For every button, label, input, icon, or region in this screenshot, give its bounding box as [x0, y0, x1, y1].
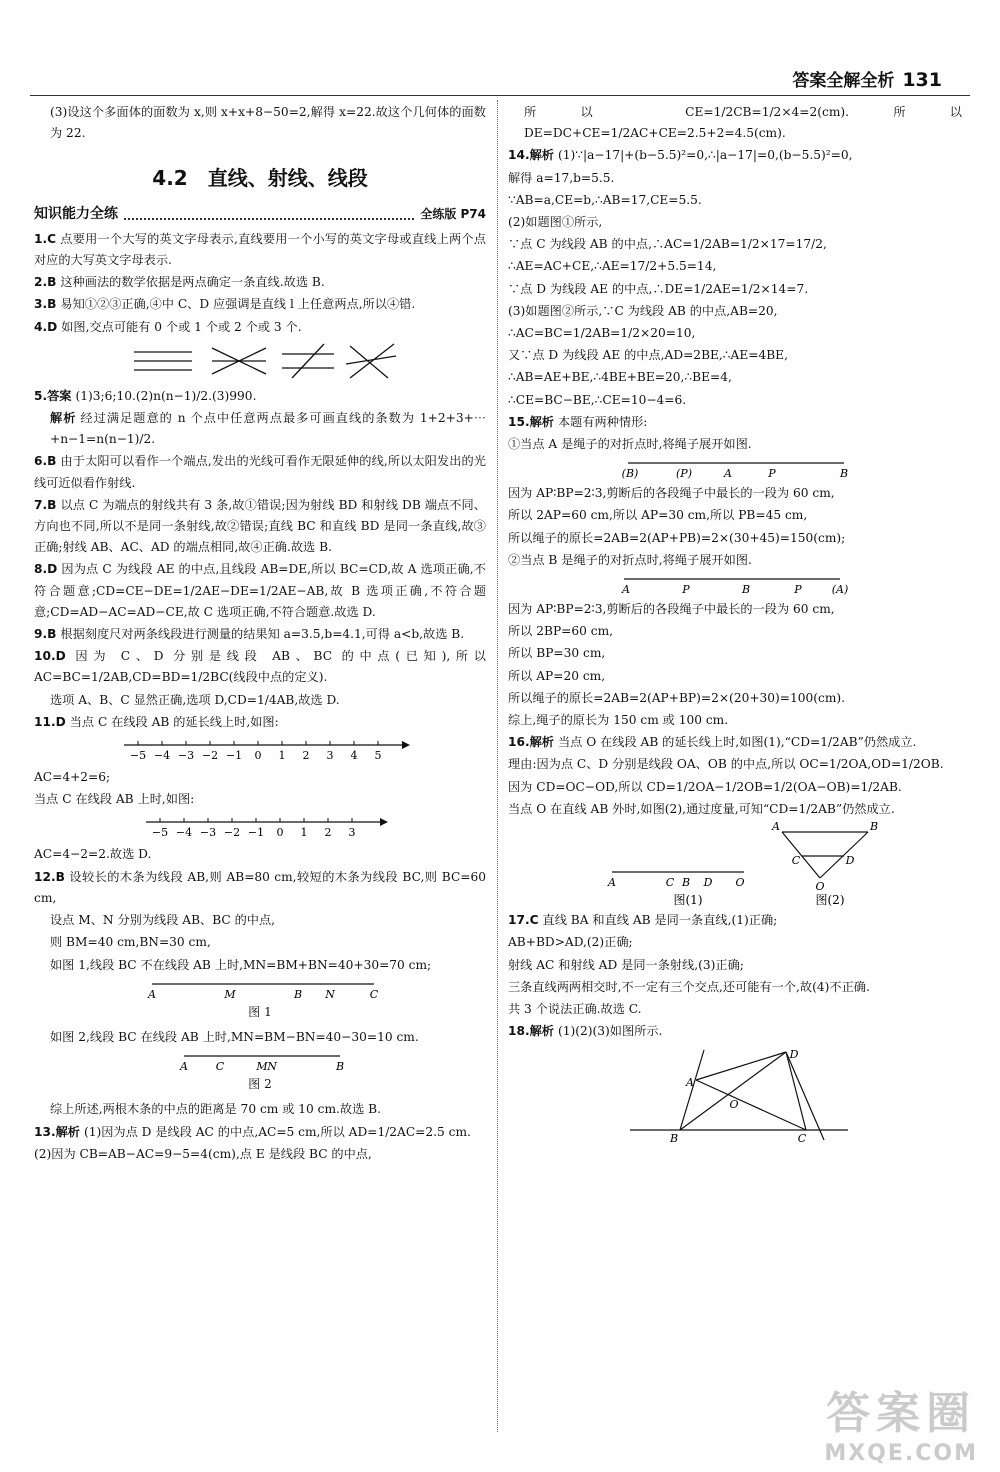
answer-item: 17.C 直线 BA 和直线 AB 是同一条直线,(1)正确;	[508, 913, 778, 928]
tick-label: −2	[201, 749, 219, 763]
figure-caption-2: 图 2	[248, 1077, 272, 1092]
answer-item: ∴AC=BC=1/2AB=1/2×20=10,	[508, 326, 696, 341]
answer-item: 当点 C 在线段 AB 上时,如图:	[34, 792, 195, 807]
answer-item: ∴CE=BC−BE,∴CE=10−4=6.	[508, 392, 687, 407]
tick-label: 3	[326, 749, 334, 763]
point-label: P	[682, 583, 690, 597]
answer-item: 解析 经过满足题意的 n 个点中任意两点最多可画直线的条数为 1+2+3+⋯+n−1=n(n−1)/2.	[50, 411, 487, 447]
rope-figure-2	[508, 573, 962, 597]
section-title: 4.2 直线、射线、线段	[152, 166, 368, 191]
answer-item: 设点 M、N 分别为线段 AB、BC 的中点,	[50, 913, 276, 928]
subheading-label: 知识能力全练	[34, 205, 118, 222]
tick-label: 1	[278, 749, 286, 763]
answer-item: ∴AB=AE+BE,∴4BE+BE=20,∴BE=4,	[508, 370, 732, 385]
answer-item: 11.D 当点 C 在线段 AB 的延长线上时,如图:	[34, 714, 279, 729]
answer-item: 所以 CE=1/2CB=1/2×4=2(cm).所以 DE=DC+CE=1/2AC+CE=2.5+2=4.5(cm).	[524, 105, 962, 141]
figure-caption-1: 图 1	[248, 1004, 272, 1019]
page-header	[792, 66, 942, 91]
segment-figure-2	[34, 1050, 486, 1072]
tick-label: −3	[199, 826, 217, 840]
point-label: P	[768, 467, 776, 481]
fig16-caption-1: 图(1)	[673, 893, 703, 908]
number-line-2	[34, 812, 486, 842]
answer-item: 则 BM=40 cm,BN=30 cm,	[50, 935, 211, 950]
tick-label: 2	[302, 749, 310, 763]
point-label: B	[839, 467, 849, 481]
answer-item: (2)因为 CB=AB−AC=9−5=4(cm),点 E 是线段 BC 的中点,	[34, 1146, 372, 1161]
tick-label: −4	[175, 826, 193, 840]
svg-text:O: O	[735, 876, 745, 890]
watermark-domain: MXQE.COM	[824, 1441, 978, 1466]
svg-text:B: B	[335, 1060, 345, 1073]
answer-item: 当点 O 在直线 AB 外时,如图(2),通过度量,可知“CD=1/2AB”仍然成立.	[508, 801, 895, 816]
answer-item: AB+BD>AD,(2)正确;	[508, 935, 633, 950]
svg-text:O: O	[729, 1098, 739, 1112]
answer-item: 7.B 以点 C 为端点的射线共有 3 条,故①错误;因为射线 BD 和射线 DB 端点不同、方向也不同,所以不是同一条射线,故②错误;直线 BC 和直线 BD 是同一条直线,故③正确;射线 AB、AC、AD 的端点相同,故④正确.故选 B.	[34, 497, 486, 555]
answer-item: 16.解析 当点 O 在线段 AB 的延长线上时,如图(1),“CD=1/2AB”仍然成立.	[508, 735, 917, 750]
svg-text:B: B	[293, 987, 303, 1000]
left-column	[34, 102, 486, 1166]
point-label: (P)	[676, 467, 692, 481]
tick-label: −4	[153, 749, 171, 763]
subheading-dots	[124, 208, 414, 220]
watermark-text: 答案圈	[826, 1388, 977, 1439]
answer-item: AC=4+2=6;	[34, 770, 111, 785]
svg-text:N: N	[267, 1060, 277, 1073]
tick-label: −3	[177, 749, 195, 763]
answer-item: 解得 a=17,b=5.5.	[508, 170, 615, 185]
answer-item: 4.D 如图,交点可能有 0 个或 1 个或 2 个或 3 个.	[34, 319, 302, 334]
svg-text:A: A	[608, 876, 616, 890]
answer-item: AC=4−2=2.故选 D.	[34, 847, 152, 862]
svg-text:A: A	[686, 1076, 694, 1090]
answer-item: 所以 BP=30 cm,	[508, 646, 606, 661]
answer-item: 8.D 因为点 C 为线段 AE 的中点,且线段 AB=DE,所以 BC=CD,故 A 选项正确,不符合题意;CD=CE−DE=1/2AE−DE=1/2AE−AB,故 B 选项正确,不符合题意;CD=AD−AC=AD−CE,故 C 选项正确,不符合题意.故选 D.	[34, 562, 486, 619]
subheading-ref: 全练版 P74	[420, 206, 486, 221]
segment-figure-1	[34, 978, 486, 1000]
tick-label: 3	[348, 826, 356, 840]
answer-item: 12.B 设较长的木条为线段 AB,则 AB=80 cm,较短的木条为线段 BC,则 BC=60 cm,	[34, 869, 486, 905]
svg-text:B: B	[669, 1132, 679, 1145]
answer-item: 射线 AC 和射线 AD 是同一条射线,(3)正确;	[508, 957, 744, 972]
svg-text:C: C	[369, 987, 379, 1000]
point-label: P	[794, 583, 802, 597]
answer-item: 选项 A、B、C 显然正确,选项 D,CD=1/4AB,故选 D.	[50, 692, 340, 707]
answer-item: ∵点 D 为线段 AE 的中点,∴DE=1/2AE=1/2×14=7.	[508, 281, 809, 296]
point-label: (A)	[831, 583, 849, 597]
svg-text:D: D	[789, 1048, 799, 1062]
answer-item: 三条直线两两相交时,不一定有三个交点,还可能有一个,故(4)不正确.	[508, 979, 870, 994]
tick-label: 1	[300, 826, 308, 840]
answer-item: 综上,绳子的原长为 150 cm 或 100 cm.	[508, 713, 729, 728]
svg-text:A: A	[148, 987, 156, 1000]
answer-item: ∴AE=AC+CE,∴AE=17/2+5.5=14,	[508, 259, 717, 274]
svg-text:D: D	[845, 854, 855, 868]
answer-item: 因为 AP∶BP=2∶3,剪断后的各段绳子中最长的一段为 60 cm,	[508, 486, 835, 501]
answer-item: 13.解析 (1)因为点 D 是线段 AC 的中点,AC=5 cm,所以 AD=1/2AC=2.5 cm.	[34, 1124, 471, 1139]
intro-text: (3)设这个多面体的面数为 x,则 x+x+8−50=2,解得 x=22.故这个几何体的面数为 22.	[50, 105, 486, 141]
answer-item: 15.解析 本题有两种情形:	[508, 414, 648, 429]
point-label: A	[622, 583, 630, 597]
header-rule	[30, 95, 970, 96]
answer-item: 10.D 因为 C、D 分别是线段 AB、BC 的中点(已知),所以 AC=BC=1/2AB,CD=BD=1/2BC(线段中点的定义).	[34, 649, 486, 685]
svg-text:D: D	[703, 876, 713, 890]
answer-item: 所以绳子的原长=2AB=2(AP+PB)=2×(30+45)=150(cm);	[508, 530, 846, 545]
tick-label: −2	[223, 826, 241, 840]
answer-item: 所以 2BP=60 cm,	[508, 624, 614, 639]
tick-label: −5	[151, 826, 169, 840]
svg-text:B: B	[681, 876, 691, 890]
tick-label: −1	[225, 749, 243, 763]
number-line-1	[34, 735, 486, 765]
answer-item: 因为 CD=OC−OD,所以 CD=1/2OA−1/2OB=1/2(OA−OB)=1/2AB.	[508, 779, 902, 794]
answer-item: 14.解析 (1)∵|a−17|+(b−5.5)²=0,∴|a−17|=0,(b−5.5)²=0,	[508, 148, 853, 163]
tick-label: 4	[350, 749, 358, 763]
answer-item: 所以绳子的原长=2AB=2(AP+BP)=2×(20+30)=100(cm).	[508, 690, 846, 705]
answer-item: 1.C 点要用一个大写的英文字母表示,直线要用一个小写的英文字母或直线上两个点对应的大写英文字母表示.	[34, 231, 486, 268]
answer-item: 18.解析 (1)(2)(3)如图所示.	[508, 1024, 663, 1039]
svg-text:B: B	[869, 822, 879, 834]
answer-item: 如图 2,线段 BC 在线段 AB 上时,MN=BM−BN=40−30=10 cm.	[50, 1029, 419, 1044]
tick-label: 5	[374, 749, 382, 763]
header-title: 答案全解全析	[792, 71, 895, 91]
page-number: 131	[902, 69, 942, 91]
answer-item: 又∵点 D 为线段 AE 的中点,AD=2BE,∴AE=4BE,	[508, 348, 788, 363]
svg-text:A: A	[772, 822, 780, 834]
point-label: B	[741, 583, 751, 597]
tick-label: −1	[247, 826, 265, 840]
answer-item: ∵点 C 为线段 AB 的中点,∴AC=1/2AB=1/2×17=17/2,	[508, 237, 827, 252]
intersections-figure	[34, 340, 486, 384]
rope-figure-1	[508, 457, 962, 481]
answer-item: 因为 AP∶BP=2∶3,剪断后的各段绳子中最长的一段为 60 cm,	[508, 602, 835, 617]
answer-item: 如图 1,线段 BC 不在线段 AB 上时,MN=BM+BN=40+30=70 cm;	[50, 957, 432, 972]
answer-item: 9.B 根据刻度尺对两条线段进行测量的结果知 a=3.5,b=4.1,可得 a<b,故选 B.	[34, 627, 465, 642]
svg-text:C: C	[791, 854, 801, 868]
figure-16	[508, 822, 962, 908]
svg-text:M: M	[256, 1060, 268, 1073]
answer-item: 3.B 易知①②③正确,④中 C、D 应强调是直线 l 上任意两点,所以④错.	[34, 297, 416, 312]
svg-text:M: M	[224, 987, 236, 1000]
answer-item: 所以 2AP=60 cm,所以 AP=30 cm,所以 PB=45 cm,	[508, 508, 808, 523]
answer-item: ①当点 A 是绳子的对折点时,将绳子展开如图.	[508, 437, 752, 452]
answer-item: 所以 AP=20 cm,	[508, 668, 606, 683]
answer-item: 5.答案 (1)3;6;10.(2)n(n−1)/2.(3)990.	[34, 388, 257, 403]
svg-text:C: C	[215, 1060, 225, 1073]
answer-item: ∵AB=a,CE=b,∴AB=17,CE=5.5.	[508, 192, 702, 207]
column-divider	[497, 100, 498, 1432]
tick-label: 0	[276, 826, 284, 840]
point-label: (B)	[621, 467, 639, 481]
svg-text:A: A	[180, 1060, 188, 1073]
point-label: A	[724, 467, 732, 481]
answer-item: 2.B 这种画法的数学依据是两点确定一条直线.故选 B.	[34, 275, 325, 290]
answer-item: ②当点 B 是绳子的对折点时,将绳子展开如图.	[508, 552, 752, 567]
right-column	[508, 102, 962, 1146]
svg-text:O: O	[815, 880, 825, 894]
figure-18	[508, 1044, 962, 1144]
svg-text:N: N	[325, 987, 335, 1000]
tick-label: −5	[129, 749, 147, 763]
answer-item: 综上所述,两根木条的中点的距离是 70 cm 或 10 cm.故选 B.	[50, 1102, 381, 1117]
watermark	[824, 1377, 978, 1466]
tick-label: 0	[254, 749, 262, 763]
answer-item: (3)如题图②所示,∵C 为线段 AB 的中点,AB=20,	[508, 303, 778, 318]
answer-item: (2)如题图①所示,	[508, 215, 603, 230]
svg-text:C: C	[797, 1132, 807, 1145]
fig16-caption-2: 图(2)	[815, 893, 845, 908]
tick-label: 2	[324, 826, 332, 840]
answer-item: 共 3 个说法正确.故选 C.	[508, 1001, 642, 1016]
subheading	[34, 204, 486, 225]
answer-item: 理由:因为点 C、D 分别是线段 OA、OB 的中点,所以 OC=1/2OA,OD=1/2OB.	[508, 757, 944, 772]
answer-item: 6.B 由于太阳可以看作一个端点,发出的光线可看作无限延伸的线,所以太阳发出的光线可近似看作射线.	[34, 454, 486, 490]
svg-text:C: C	[665, 876, 675, 890]
